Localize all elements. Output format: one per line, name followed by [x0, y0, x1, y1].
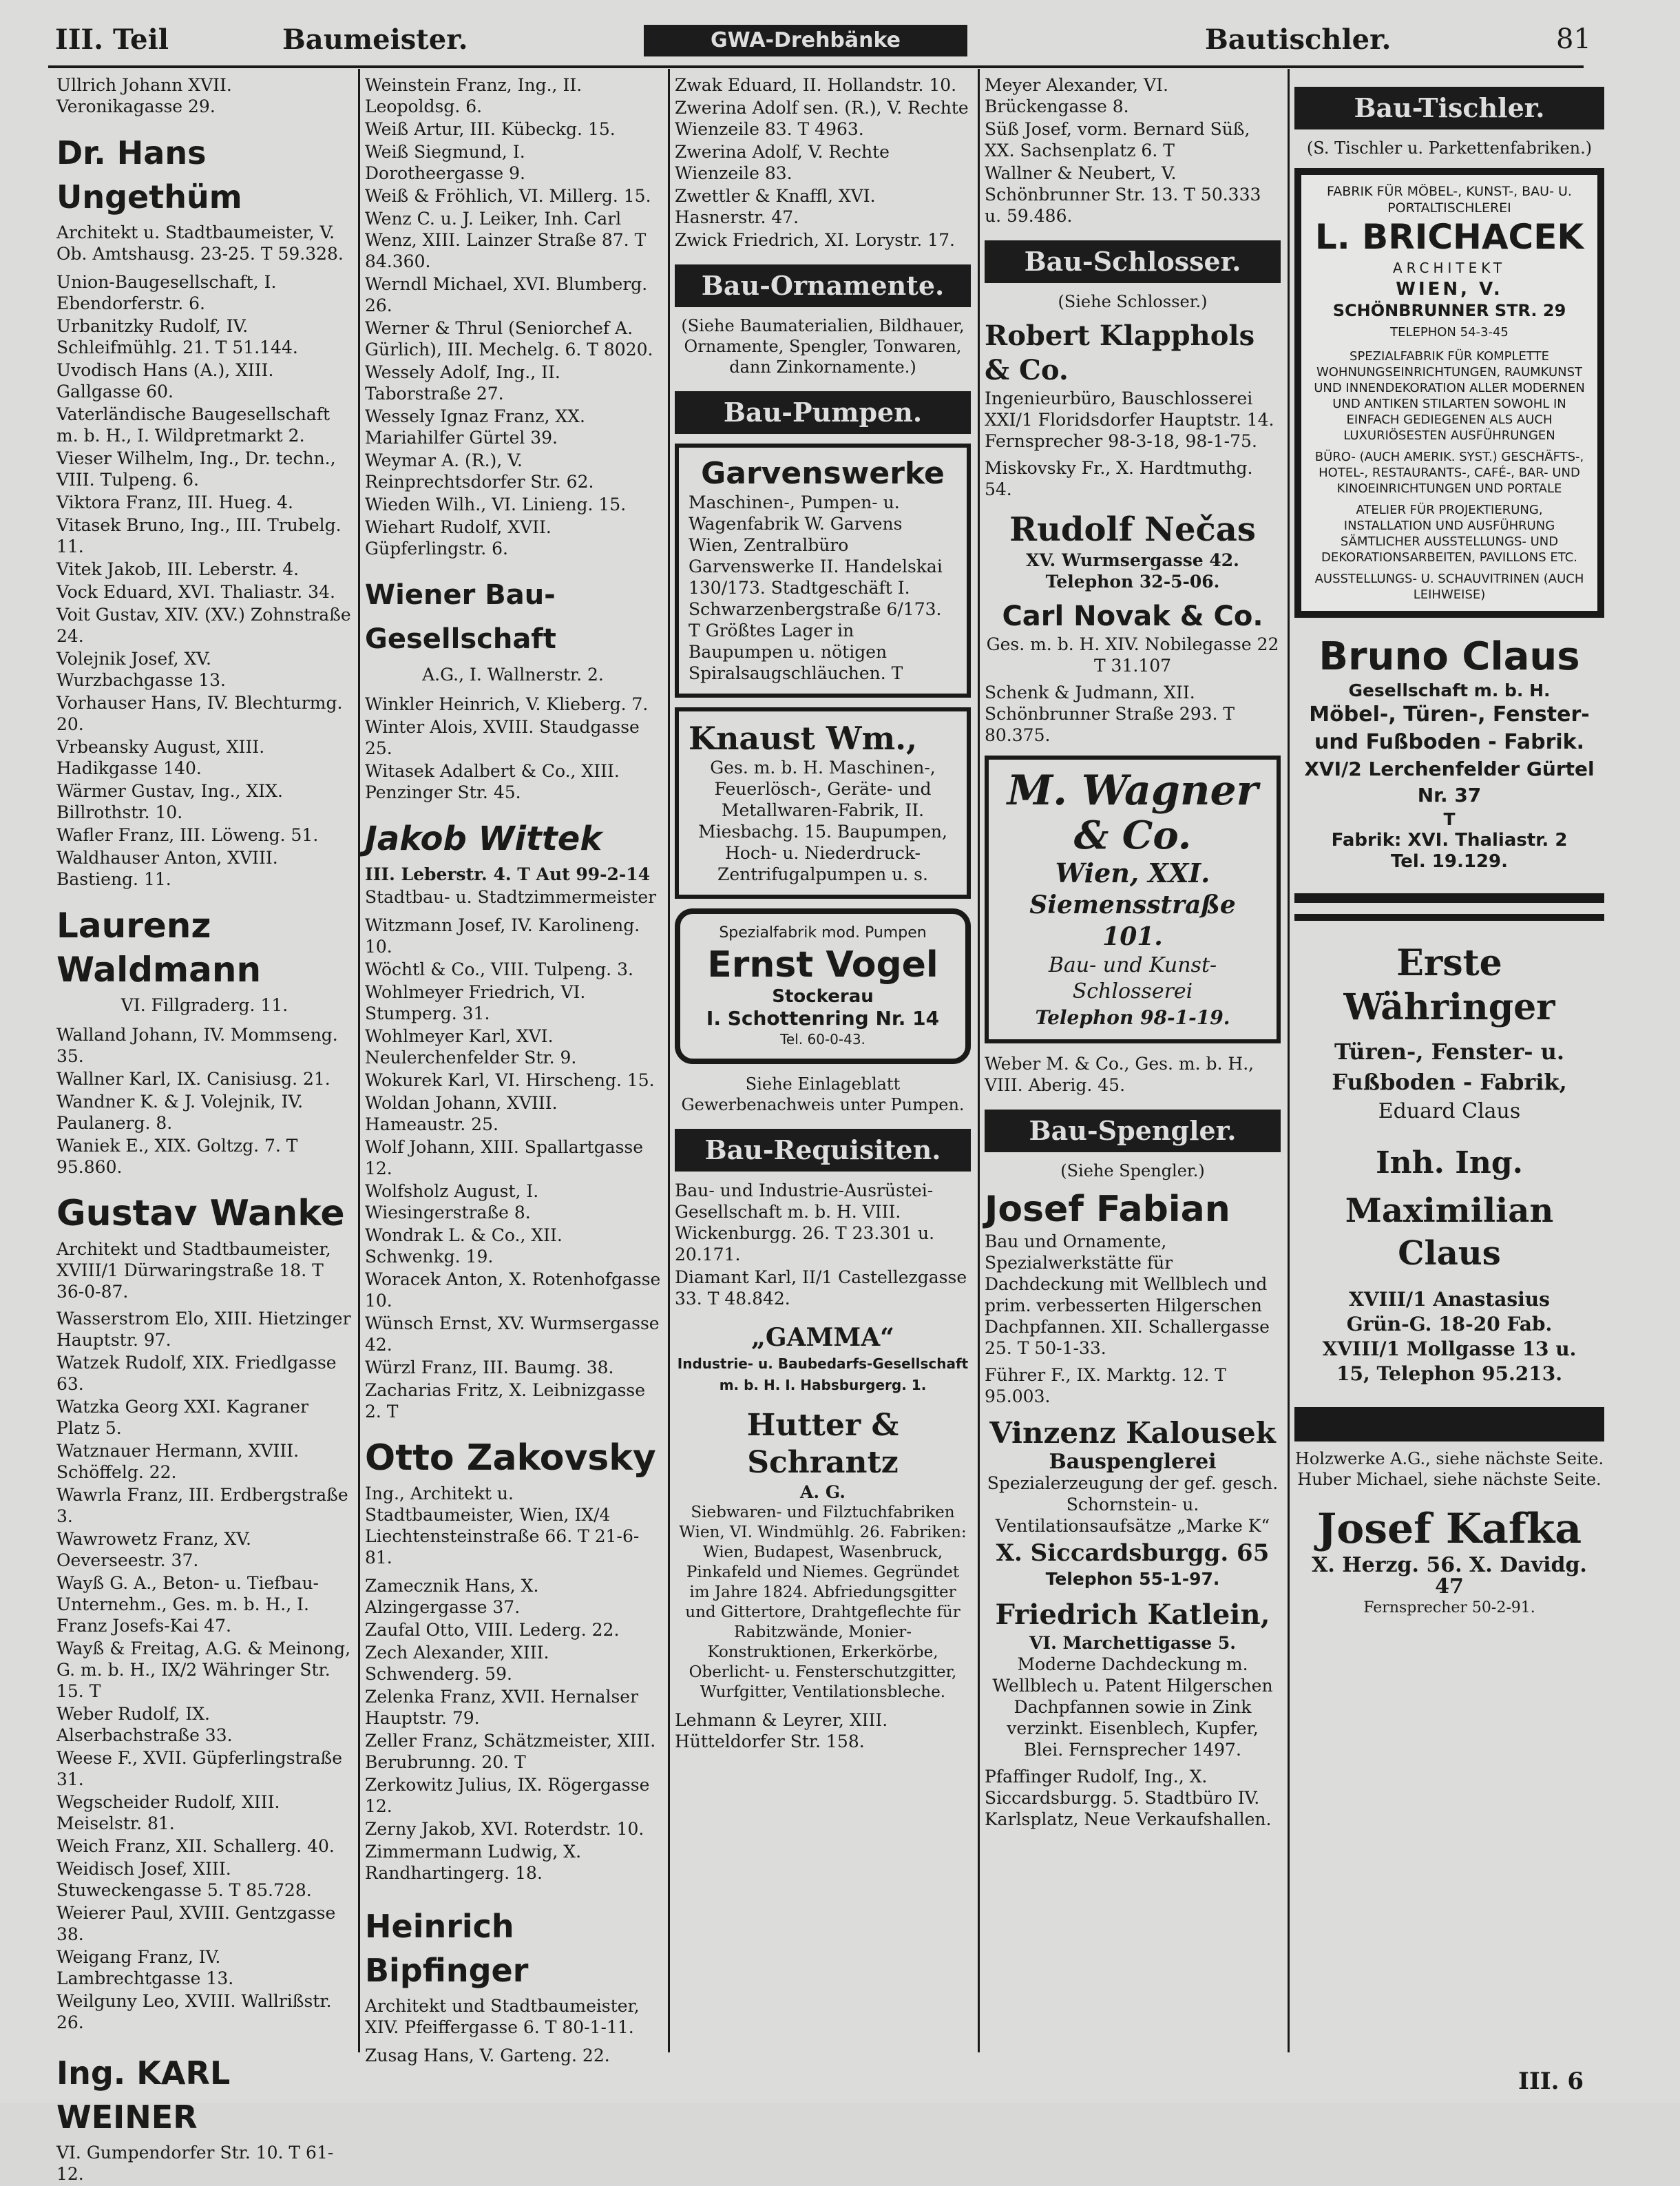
list-item: Vrbeansky August, XIII. Hadikgasse 140.: [56, 737, 265, 778]
divider-bar: [1294, 914, 1604, 921]
list-item: Watzek Rudolf, XIX. Friedlgasse 63.: [56, 1353, 337, 1394]
list-item: Vorhauser Hans, IV. Blechturmg. 20.: [56, 693, 343, 734]
page-title: Baumeister.: [282, 23, 468, 56]
advert-name: „GAMMA“: [751, 1323, 894, 1352]
advert-phone: Fernsprecher 50-2-91.: [1363, 1599, 1535, 1616]
advert-name: & Co.: [1073, 813, 1192, 858]
advert-name: Jakob Wittek: [365, 820, 602, 858]
list-item: Schenk & Judmann, XII. Schönbrunner Straße 293. T 80.375.: [985, 683, 1235, 745]
advert-address: Fabrik: XVI. Thaliastr. 2: [1331, 830, 1568, 851]
list-item: Zimmermann Ludwig, X. Randhartingerg. 18.: [365, 1842, 582, 1883]
advert-address: A.G., I. Wallnerstr. 2.: [422, 665, 604, 685]
advert-knaust: [675, 707, 971, 899]
advert-name: Rudolf Nečas: [1009, 510, 1256, 549]
list-item: Wawrla Franz, III. Erdbergstraße 3.: [56, 1485, 348, 1526]
list-item: Führer F., IX. Marktg. 12. T 95.003.: [985, 1365, 1226, 1406]
list-item: Werndl Michael, XVI. Blumberg. 26.: [365, 274, 648, 315]
advert-text: Siebwaren- und Filztuchfabriken Wien, VI. Windmühlg. 26. Fabriken: Wien, Budapest, Wasenbruck, Pinkafeld und Niemes. Gegründet im Jahre 1824. Abfriedungsgitter und Gittertore, Drahtgeflechte für Rabitzwände, Monier-Konstruktionen, Erkerkörbe, Oberlicht- u. Fensterschutzgitter, Wurfgitter, Ventilationsbleche.: [679, 1503, 967, 1701]
list-item: Zech Alexander, XIII. Schwenderg. 59.: [365, 1643, 549, 1684]
advert-text: ARCHITEKT: [1392, 260, 1506, 276]
advert-text: Ingenieurbüro, Bauschlosserei XXI/1 Floridsdorfer Hauptstr. 14. Fernsprecher 98-3-18, 98-1-75.: [985, 388, 1274, 451]
advert-text: Bau- und Kunst-Schlosserei: [1048, 953, 1217, 1003]
advert-name: Carl Novak & Co.: [1002, 601, 1263, 632]
advert-name: Heinrich Bipfinger: [365, 1908, 529, 1989]
advert-text: A. G.: [800, 1482, 846, 1502]
page-number: 81: [1556, 23, 1591, 55]
advert-name: Friedrich Katlein,: [995, 1599, 1270, 1631]
advert-name: Dr. Hans Ungethüm: [56, 134, 242, 216]
advert-text: Bau und Ornamente, Spezialwerkstätte für Dachdeckung mit Wellblech und prim. verbesserten Hilgerschen Dachpfannen. XII. Schallergasse 25. T 50-1-33.: [985, 1231, 1270, 1358]
advert-garvens: [675, 444, 971, 698]
page-header: [48, 15, 1632, 63]
section-heading-tischler: Bau-Tischler.: [1294, 87, 1604, 129]
advert-brichacek: [1294, 168, 1604, 618]
advert-name: Hutter & Schrantz: [746, 1408, 899, 1480]
advert-text: Bauspenglerei: [1049, 1450, 1217, 1474]
advert-text: Architekt und Stadtbaumeister, XIV. Pfeiffergasse 6. T 80-1-11.: [365, 1996, 640, 2037]
list-item: Wöchtl & Co., VIII. Tulpeng. 3.: [365, 959, 633, 979]
section-label: III. Teil: [55, 23, 169, 56]
list-item: Wiehart Rudolf, XVII. Güpferlingstr. 6.: [365, 517, 552, 559]
advert-address: I. Schottenring Nr. 14: [706, 1007, 940, 1030]
advert-name: M. Wagner: [1007, 767, 1259, 815]
list-item: Wayß G. A., Beton- u. Tiefbau-Unternehm., Ges. m. b. H., I. Franz Josefs-Kai 47.: [56, 1573, 319, 1636]
column-2: [365, 74, 661, 2068]
advert-text: Ges. m. b. H. Maschinen-, Feuerlösch-, Geräte- und Metallwaren-Fabrik, II. Miesbachg. 15. Baupumpen, Hoch- u. Niederdruck-Zentrifugalpumpen u. s.: [698, 758, 947, 884]
list-item: Winter Alois, XVIII. Staudgasse 25.: [365, 717, 640, 758]
list-item: Zaufal Otto, VIII. Lederg. 22.: [365, 1620, 620, 1640]
list-item: Pfaffinger Rudolf, Ing., X. Siccardsburgg. 5. Stadtbüro IV. Karlsplatz, Neue Verkaufshallen.: [985, 1767, 1272, 1829]
list-item: VI. Gumpendorfer Str. 10. T 61-12.: [56, 2143, 334, 2184]
list-item: Woldan Johann, XVIII. Hameaustr. 25.: [365, 1093, 558, 1134]
list-item: Zusag Hans, V. Garteng. 22.: [365, 2046, 610, 2065]
advert-text: Maschinen-, Pumpen- u. Wagenfabrik W. Garvens Wien, Zentralbüro Garvenswerke II. Handelskai 130/173. Stadtgeschäft I. Schwarzenbergstraße 6/173. T Größtes Lager in Baupumpen u. nötigen Spiralsaugschläuchen. T: [689, 492, 943, 683]
advert-text: Ing., Architekt u. Stadtbaumeister, Wien, IX/4 Liechtensteinstraße 66. T 21-6-81.: [365, 1484, 640, 1568]
list-item: Weber M. & Co., Ges. m. b. H., VIII. Aberig. 45.: [985, 1054, 1254, 1095]
advert-address: VI. Marchettigasse 5.: [1029, 1633, 1236, 1653]
list-item: Meyer Alexander, VI. Brückengasse 8.: [985, 75, 1168, 116]
list-item: Architekt u. Stadtbaumeister, V. Ob. Amtshausg. 23-25. T 59.328.: [56, 222, 344, 264]
right-title: Bautischler.: [1205, 23, 1392, 56]
advert-text: Spezialerzeugung der gef. gesch. Schornstein- u. Ventilationsaufsätze „Marke K“: [987, 1473, 1279, 1536]
list-item: Lehmann & Leyrer, XIII. Hütteldorfer Str. 158.: [675, 1710, 888, 1751]
list-item: Wessely Ignaz Franz, XX. Mariahilfer Gürtel 39.: [365, 406, 585, 448]
advert-text: BÜRO- (AUCH AMERIK. SYST.) GESCHÄFTS-, HOTEL-, RESTAURANTS-, CAFÉ-, BAR- UND KINOEINRICHTUNGEN UND PORTALE: [1314, 450, 1584, 496]
list-item: Union-Baugesellschaft, I. Ebendorferstr. 6.: [56, 272, 277, 313]
list-item: Wieden Wilh., VI. Linieng. 15.: [365, 495, 627, 514]
advert-address: III. Leberstr. 4. T Aut 99-2-14: [365, 864, 651, 884]
advert-city: WIEN, V.: [1396, 279, 1503, 300]
advert-address: XVI/2 Lerchenfelder Gürtel Nr. 37: [1304, 758, 1595, 806]
list-item: Wallner & Neubert, V. Schönbrunner Str. 13. T 50.333 u. 59.486.: [985, 163, 1261, 226]
advert-text: Stadtbau- u. Stadtzimmermeister: [365, 887, 657, 907]
list-item: Wokurek Karl, VI. Hirscheng. 15.: [365, 1070, 655, 1090]
section-heading-ornamente: Bau-Ornamente.: [675, 264, 971, 307]
advert-name: Robert Klapphols & Co.: [985, 320, 1255, 386]
list-item: Architekt und Stadtbaumeister, XVIII/1 Dürwaringstraße 18. T 36-0-87.: [56, 1239, 331, 1302]
list-item: Wolf Johann, XIII. Spallartgasse 12.: [365, 1137, 644, 1178]
list-item: Wenz C. u. J. Leiker, Inh. Carl Wenz, XIII. Lainzer Straße 87. T 84.360.: [365, 209, 647, 271]
advert-name: Ing. KARL WEINER: [56, 2054, 231, 2136]
column-1: [56, 74, 353, 2186]
list-item: Waniek E., XIX. Goltzg. 7. T 95.860.: [56, 1136, 298, 1177]
advert-wagner: [985, 756, 1281, 1043]
advert-name: Bruno Claus: [1319, 634, 1580, 679]
list-item: Zacharias Fritz, X. Leibnizgasse 2. T: [365, 1380, 646, 1422]
advert-address: VI. Fillgraderg. 11.: [120, 995, 288, 1015]
advert-vogel: [675, 908, 971, 1064]
list-item: Weidisch Josef, XIII. Stuweckengasse 5. T 85.728.: [56, 1859, 312, 1900]
advert-name: Vinzenz Kalousek: [989, 1416, 1276, 1450]
list-item: Weiß Siegmund, I. Dorotheergasse 9.: [365, 142, 525, 183]
list-item: Weigang Franz, IV. Lambrechtgasse 13.: [56, 1947, 234, 1988]
advert-text: Fußboden - Fabrik,: [1332, 1069, 1567, 1095]
list-item: Bau- und Industrie-Ausrüstei-Gesellschaft m. b. H. VIII. Wickenburgg. 26. T 23.301 u. 20.171.: [675, 1180, 935, 1264]
advert-name: Josef Fabian: [985, 1189, 1230, 1230]
header-rule: [48, 65, 1584, 68]
column-divider: [358, 69, 360, 2052]
section-heading-requisiten: Bau-Requisiten.: [675, 1129, 971, 1172]
list-item: Weierer Paul, XVIII. Gentzgasse 38.: [56, 1903, 336, 1944]
page-footer: III. 6: [1518, 2068, 1584, 2095]
list-item: Wallner Karl, IX. Canisiusg. 21.: [56, 1069, 330, 1089]
advert-name: Knaust Wm.,: [689, 720, 918, 757]
advert-phone: Tel. 60-0-43.: [780, 1031, 865, 1048]
divider-bar: [1294, 1407, 1604, 1441]
advert-name: Erste Währinger: [1343, 942, 1555, 1028]
advert-name: Gustav Wanke: [56, 1193, 345, 1234]
list-item: Wärmer Gustav, Ing., XIX. Billrothstr. 10.: [56, 781, 283, 822]
list-item: Werner & Thrul (Seniorchef A. Gürlich), III. Mechelg. 6. T 8020.: [365, 318, 653, 360]
list-item: Uvodisch Hans (A.), XIII. Gallgasse 60.: [56, 360, 274, 402]
advert-text: FABRIK FÜR MÖBEL-, KUNST-, BAU- U. PORTALTISCHLEREI: [1327, 184, 1572, 216]
advert-text: Ges. m. b. H. XIV. Nobilegasse 22 T 31.107: [986, 634, 1279, 676]
column-3: [675, 74, 971, 1753]
advert-address: X. Herzg. 56. X. Davidg. 47: [1312, 1553, 1587, 1599]
list-item: Wolfsholz August, I. Wiesingerstraße 8.: [365, 1181, 539, 1222]
advert-text: XV. Wurmsergasse 42. Telephon 32-5-06.: [1026, 550, 1239, 592]
section-note: (S. Tischler u. Parkettenfabriken.): [1306, 138, 1593, 158]
advert-text: T: [1443, 809, 1456, 829]
advert-name: Laurenz Waldmann: [56, 906, 262, 990]
list-item: Miskovsky Fr., X. Hardtmuthg. 54.: [985, 458, 1253, 499]
advert-text: ATELIER FÜR PROJEKTIERUNG, INSTALLATION UND AUSFÜHRUNG SÄMTLICHER AUSSTELLUNGS- UND DEKORATIONSARBEITEN, PAVILLONS ETC.: [1321, 503, 1578, 565]
list-item: Zerny Jakob, XVI. Roterdstr. 10.: [365, 1819, 644, 1839]
advert-text: SPEZIALFABRIK FÜR KOMPLETTE WOHNUNGSEINRICHTUNGEN, RAUMKUNST UND INNENDEKORATION ALLER MODERNEN UND ANTIKEN STILARTEN SOWOHL IN EINFACH GEDIEGENEN ALS AUCH LUXURIÖSESTEN AUSFÜHRUNGEN: [1314, 349, 1585, 443]
list-item: Wawrowetz Franz, XV. Oeverseestr. 37.: [56, 1529, 251, 1570]
list-item: Würzl Franz, III. Baumg. 38.: [365, 1357, 614, 1377]
list-item: Watzka Georg XXI. Kagraner Platz 5.: [56, 1397, 309, 1438]
list-item: Zwettler & Knaffl, XVI. Hasnerstr. 47.: [675, 186, 876, 227]
list-item: Vitek Jakob, III. Leberstr. 4.: [56, 559, 300, 579]
list-item: Weich Franz, XII. Schallerg. 40.: [56, 1836, 335, 1856]
list-item: Zelenka Franz, XVII. Hernalser Hauptstr. 79.: [365, 1687, 639, 1728]
list-item: Süß Josef, vorm. Bernard Süß, XX. Sachsenplatz 6. T: [985, 119, 1250, 160]
list-item: Woracek Anton, X. Rotenhofgasse 10.: [365, 1269, 661, 1311]
advert-address: XVIII/1 Anastasius Grün-G. 18-20 Fab. XVIII/1 Mollgasse 13 u. 15, Telephon 95.213.: [1322, 1288, 1577, 1385]
advert-text: Inh. Ing.: [1376, 1145, 1523, 1180]
list-item: Zamecznik Hans, X. Alzingergasse 37.: [365, 1576, 539, 1617]
list-item: Wegscheider Rudolf, XIII. Meiselstr. 81.: [56, 1792, 280, 1833]
advert-text: Eduard Claus: [1378, 1099, 1521, 1123]
list-item: Wünsch Ernst, XV. Wurmsergasse 42.: [365, 1313, 660, 1355]
list-item: Wessely Adolf, Ing., II. Taborstraße 27.: [365, 362, 560, 404]
list-item: Vitasek Bruno, Ing., III. Trubelg. 11.: [56, 515, 342, 556]
advert-text: Türen-, Fenster- u.: [1334, 1039, 1565, 1065]
list-item: Viktora Franz, III. Hueg. 4.: [56, 492, 293, 512]
list-item: Witzmann Josef, IV. Karolineng. 10.: [365, 915, 640, 957]
list-item: Zeller Franz, Schätzmeister, XIII. Berubrunng. 20. T: [365, 1731, 656, 1772]
list-item: Winkler Heinrich, V. Klieberg. 7.: [365, 694, 649, 714]
section-note: (Siehe Baumaterialien, Bildhauer, Ornamente, Spengler, Tonwaren, dann Zinkornamente.): [681, 316, 965, 377]
list-item: Wohlmeyer Friedrich, VI. Stumperg. 31.: [365, 982, 586, 1023]
advert-name: L. BRICHACEK: [1314, 217, 1584, 257]
list-item: Wayß & Freitag, A.G. & Meinong, G. m. b. H., IX/2 Währinger Str. 15. T: [56, 1638, 351, 1701]
list-item: Weymar A. (R.), V. Reinprechtsdorfer Str. 62.: [365, 450, 594, 492]
section-heading-spengler: Bau-Spengler.: [985, 1110, 1281, 1152]
list-item: Weilguny Leo, XVIII. Wallrißstr. 26.: [56, 1991, 332, 2032]
advert-phone: Telephon 55-1-97.: [1045, 1569, 1220, 1589]
advert-name: Maximilian Claus: [1345, 1191, 1554, 1273]
advert-address: X. Siccardsburgg. 65: [996, 1539, 1270, 1567]
advert-phone: Telephon 98-1-19.: [1035, 1006, 1230, 1029]
divider-bar: [1294, 893, 1604, 903]
advert-address: Wien, XXI.: [1055, 857, 1210, 888]
list-item: Wasserstrom Elo, XIII. Hietzinger Hauptstr. 97.: [56, 1309, 351, 1350]
list-item: Vieser Wilhelm, Ing., Dr. techn., VIII. Tulpeng. 6.: [56, 448, 336, 490]
column-divider: [668, 69, 670, 2052]
list-item: Volejnik Josef, XV. Wurzbachgasse 13.: [56, 649, 226, 690]
list-item: Vock Eduard, XVI. Thaliastr. 34.: [56, 582, 335, 602]
list-item: Wafler Franz, III. Löweng. 51.: [56, 825, 319, 845]
advert-name: Wiener Bau-Gesellschaft: [365, 579, 556, 655]
advert-phone: TELEPHON 54-3-45: [1390, 325, 1509, 340]
column-divider: [1288, 69, 1290, 2052]
advert-text: Spezialfabrik mod. Pumpen: [719, 924, 927, 941]
advert-text: Möbel-, Türen-, Fenster- und Fußboden - Fabrik.: [1309, 702, 1590, 754]
section-note: Holzwerke A.G., siehe nächste Seite. Huber Michael, siehe nächste Seite.: [1294, 1449, 1604, 1489]
advert-text: Industrie- u. Baubedarfs-Gesellschaft m. b. H. I. Habsburgerg. 1.: [677, 1355, 969, 1393]
column-4: [985, 74, 1281, 1831]
list-item: Diamant Karl, II/1 Castellezgasse 33. T 48.842.: [675, 1267, 967, 1309]
section-heading-schlosser: Bau-Schlosser.: [985, 240, 1281, 283]
advert-city: Stockerau: [772, 986, 874, 1007]
list-item: Witasek Adalbert & Co., XIII. Penzinger Str. 45.: [365, 761, 620, 802]
list-item: Voit Gustav, XIV. (XV.) Zohnstraße 24.: [56, 605, 351, 646]
section-note: (Siehe Spengler.): [1060, 1161, 1205, 1180]
list-item: Urbanitzky Rudolf, IV. Schleifmühlg. 21. T 51.144.: [56, 316, 298, 357]
list-item: Weber Rudolf, IX. Alserbachstraße 33.: [56, 1704, 233, 1745]
advert-text: Gesellschaft m. b. H.: [1348, 680, 1551, 700]
advert-address: SCHÖNBRUNNER STR. 29: [1332, 301, 1566, 320]
list-item: Weiß Artur, III. Kübeckg. 15.: [365, 119, 616, 139]
list-item: Wohlmeyer Karl, XVI. Neulerchenfelder Str. 9.: [365, 1026, 577, 1068]
advert-name: Otto Zakovsky: [365, 1437, 656, 1479]
advert-name: Ernst Vogel: [707, 944, 938, 986]
list-item: Zwerina Adolf sen. (R.), V. Rechte Wienzeile 83. T 4963.: [675, 98, 969, 139]
list-item: Vaterländische Baugesellschaft m. b. H., I. Wildpretmarkt 2.: [56, 404, 330, 446]
list-item: Wandner K. & J. Volejnik, IV. Paulanerg. 8.: [56, 1092, 304, 1133]
list-item: Weinstein Franz, Ing., II. Leopoldsg. 6.: [365, 75, 582, 116]
advert-name: Josef Kafka: [1316, 1505, 1582, 1553]
list-item: Ullrich Johann XVII. Veronikagasse 29.: [56, 75, 232, 116]
section-heading-pumpen: Bau-Pumpen.: [675, 391, 971, 434]
list-item: Zwick Friedrich, XI. Lorystr. 17.: [675, 230, 955, 250]
column-5: [1294, 74, 1604, 1618]
section-note: Siehe Einlageblatt Gewerbenachweis unter Pumpen.: [681, 1074, 965, 1114]
list-item: Zwak Eduard, II. Hollandstr. 10.: [675, 75, 957, 95]
list-item: Weiß & Fröhlich, VI. Millerg. 15.: [365, 186, 651, 206]
advert-address: Siemensstraße 101.: [1029, 891, 1236, 951]
list-item: Zerkowitz Julius, IX. Rögergasse 12.: [365, 1775, 650, 1816]
header-advert-box: GWA-Drehbänke: [644, 25, 967, 56]
section-note: (Siehe Schlosser.): [1058, 292, 1208, 311]
list-item: Weese F., XVII. Güpferlingstraße 31.: [56, 1748, 343, 1789]
list-item: Watznauer Hermann, XVIII. Schöffelg. 22.: [56, 1441, 300, 1482]
list-item: Zwerina Adolf, V. Rechte Wienzeile 83.: [675, 142, 890, 183]
advert-text: AUSSTELLUNGS- U. SCHAUVITRINEN (AUCH LEIHWEISE): [1314, 572, 1584, 602]
advert-text: Moderne Dachdeckung m. Wellblech u. Patent Hilgerschen Dachpfannen sowie in Zink verzinkt. Eisenblech, Kupfer, Blei. Fernsprecher 1497.: [992, 1654, 1273, 1760]
advert-name: Garvenswerke: [701, 456, 945, 491]
list-item: Walland Johann, IV. Mommseng. 35.: [56, 1025, 338, 1066]
list-item: Wondrak L. & Co., XII. Schwenkg. 19.: [365, 1225, 563, 1267]
column-divider: [978, 69, 980, 2052]
list-item: Waldhauser Anton, XVIII. Bastieng. 11.: [56, 848, 278, 889]
advert-phone: Tel. 19.129.: [1391, 851, 1508, 872]
